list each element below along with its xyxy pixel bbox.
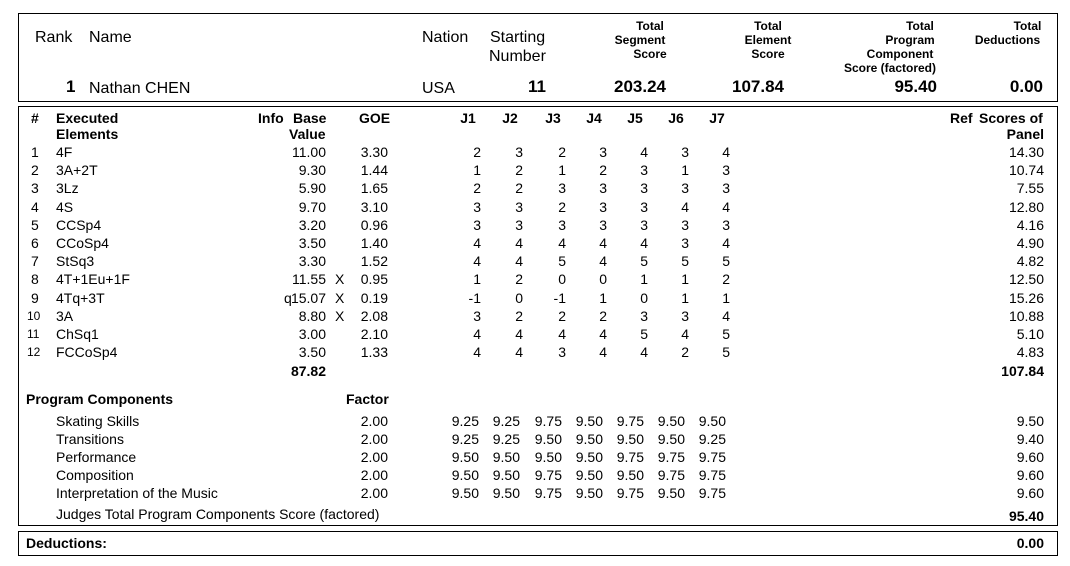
component-judge-j6: 9.50 <box>657 431 685 448</box>
component-judge-j1: 9.50 <box>451 467 479 484</box>
judge-mark-j4: 4 <box>599 235 607 251</box>
table-row <box>0 270 1050 288</box>
element-goe: 3.10 <box>360 198 388 215</box>
component-judge-j5: 9.75 <box>616 413 644 429</box>
judge-mark-j3: 2 <box>558 198 566 215</box>
pcs-total-label: Judges Total Program Components Score (factored) <box>56 506 380 522</box>
judge-mark-j6: 4 <box>681 198 689 215</box>
component-judge-j2: 9.50 <box>492 449 520 466</box>
component-score: 9.60 <box>1016 467 1044 484</box>
judge-mark-j4: 4 <box>599 344 607 361</box>
judge-mark-j2: 2 <box>515 162 523 179</box>
component-score: 9.60 <box>1016 449 1044 466</box>
col-base-label: Base <box>293 110 327 126</box>
judge-mark-j2: 4 <box>515 326 523 342</box>
judge-mark-j4: 2 <box>599 307 607 324</box>
component-judge-j2: 9.50 <box>492 485 520 502</box>
ded-label-2: Deductions <box>974 33 1041 47</box>
element-number: 12 <box>27 345 41 360</box>
base-value-total: 87.82 <box>290 363 326 379</box>
component-judge-j1: 9.25 <box>451 431 479 448</box>
judge-mark-j3: 3 <box>558 180 566 197</box>
element-number: 5 <box>31 216 39 233</box>
table-row <box>0 343 1050 361</box>
judge-mark-j5: 5 <box>640 326 648 342</box>
judge-mark-j3: 4 <box>558 326 566 342</box>
element-number: 6 <box>31 235 39 251</box>
judge-mark-j3: 4 <box>558 235 566 251</box>
col-goe-label: GOE <box>359 110 391 126</box>
judge-mark-j5: 4 <box>640 144 648 160</box>
element-panel-score: 10.74 <box>1008 162 1044 179</box>
component-judge-j5: 9.75 <box>616 449 644 466</box>
judge-mark-j2: 4 <box>515 344 523 361</box>
element-base-value: 9.70 <box>298 198 326 215</box>
component-judge-j7: 9.75 <box>698 449 726 466</box>
judge-mark-j4: 4 <box>599 326 607 342</box>
judge-mark-j5: 1 <box>640 271 648 288</box>
judge-mark-j5: 3 <box>640 180 648 197</box>
pcs-label-1: Total <box>906 19 934 33</box>
col-scores-of-label: Scores of <box>979 110 1043 126</box>
judge-mark-j4: 1 <box>599 289 607 306</box>
component-judge-j1: 9.50 <box>451 449 479 466</box>
ded-label-1: Total <box>1013 19 1042 33</box>
judge-mark-j1: 3 <box>473 198 481 215</box>
component-name: Transitions <box>56 431 124 448</box>
component-name: Skating Skills <box>56 413 140 429</box>
factor-label: Factor <box>346 391 389 407</box>
element-goe: 2.08 <box>360 307 388 324</box>
table-row <box>0 143 1050 161</box>
judge-mark-j7: 5 <box>722 253 730 270</box>
element-x-mark: X <box>335 307 345 324</box>
element-base-value: 5.90 <box>298 180 326 197</box>
rank-label: Rank <box>35 29 73 46</box>
component-factor: 2.00 <box>360 485 388 502</box>
judge-mark-j7: 4 <box>722 235 730 251</box>
judge-mark-j1: 3 <box>473 216 481 233</box>
pcs-label-2: Program <box>885 33 935 47</box>
element-goe: 0.96 <box>360 216 388 233</box>
element-x-mark: X <box>335 271 345 288</box>
component-judge-j1: 9.50 <box>451 485 479 502</box>
component-judge-j2: 9.50 <box>492 467 520 484</box>
component-name: Performance <box>56 449 137 466</box>
judge-mark-j1: 4 <box>473 235 481 251</box>
table-row <box>0 234 1050 252</box>
judge-mark-j2: 2 <box>515 180 523 197</box>
judge-mark-j2: 2 <box>515 271 523 288</box>
judge-mark-j6: 5 <box>681 253 689 270</box>
total-deductions: 0.00 <box>1009 77 1043 96</box>
judge-mark-j3: 1 <box>558 162 566 179</box>
judge-mark-j4: 3 <box>599 180 607 197</box>
judge-mark-j7: 1 <box>722 289 730 306</box>
judge-mark-j1: 4 <box>473 326 481 342</box>
component-judge-j5: 9.50 <box>616 467 644 484</box>
tes-label-3: Score <box>751 47 785 61</box>
judge-mark-j6: 3 <box>681 216 689 233</box>
judge-mark-j5: 3 <box>640 162 648 179</box>
judge-mark-j3: -1 <box>553 289 566 306</box>
component-judge-j7: 9.25 <box>698 431 726 448</box>
judge-mark-j1: 4 <box>473 344 481 361</box>
starting-label: Starting <box>490 29 546 46</box>
tes-label-1: Total <box>754 19 782 33</box>
judge-mark-j7: 5 <box>722 326 730 342</box>
element-base-value: 15.07 <box>290 289 326 306</box>
element-panel-score: 5.10 <box>1016 326 1044 342</box>
judge-mark-j6: 3 <box>681 307 689 324</box>
col-elements-label: Elements <box>56 126 119 142</box>
element-code: 3Lz <box>56 180 79 197</box>
component-judge-j4: 9.50 <box>575 485 603 502</box>
element-panel-score: 4.82 <box>1016 253 1044 270</box>
component-score: 9.50 <box>1016 413 1044 429</box>
judge-mark-j6: 2 <box>681 344 689 361</box>
component-factor: 2.00 <box>360 413 388 429</box>
element-base-value: 3.20 <box>298 216 326 233</box>
judge-mark-j1: 2 <box>473 144 481 160</box>
tss-label-3: Score <box>633 47 667 61</box>
judge-mark-j1: 2 <box>473 180 481 197</box>
judge-mark-j7: 4 <box>722 198 730 215</box>
col-value-label: Value <box>289 126 326 142</box>
total-pcs: 95.40 <box>894 77 937 96</box>
table-row <box>0 252 1050 270</box>
judge-mark-j5: 4 <box>640 344 648 361</box>
judge-mark-j4: 3 <box>599 198 607 215</box>
component-row <box>0 448 1050 466</box>
col-num-label: # <box>31 110 39 126</box>
element-base-value: 8.80 <box>298 307 326 324</box>
component-factor: 2.00 <box>360 449 388 466</box>
judge-mark-j4: 0 <box>599 271 607 288</box>
judge-mark-j6: 1 <box>681 271 689 288</box>
element-number: 3 <box>31 180 39 197</box>
judge-mark-j3: 3 <box>558 216 566 233</box>
element-panel-score: 10.88 <box>1008 307 1044 324</box>
judge-mark-j3: 2 <box>558 307 566 324</box>
judge-mark-j7: 2 <box>722 271 730 288</box>
col-j5-label: J5 <box>627 110 643 126</box>
starting-number: 11 <box>528 77 546 96</box>
element-base-value: 9.30 <box>298 162 326 179</box>
judge-mark-j4: 3 <box>599 216 607 233</box>
element-code: 3A <box>56 307 74 324</box>
judge-mark-j2: 3 <box>515 144 523 160</box>
col-j2-label: J2 <box>502 110 518 126</box>
element-panel-score: 4.90 <box>1016 235 1044 251</box>
element-number: 4 <box>31 198 39 215</box>
judge-mark-j6: 3 <box>681 144 689 160</box>
judge-mark-j5: 4 <box>640 235 648 251</box>
element-number: 9 <box>31 289 39 306</box>
col-j7-label: J7 <box>709 110 725 126</box>
judge-mark-j7: 4 <box>722 144 730 160</box>
table-row <box>0 307 1050 325</box>
table-row <box>0 198 1050 216</box>
element-base-value: 3.50 <box>298 235 326 251</box>
judge-mark-j5: 3 <box>640 307 648 324</box>
judge-mark-j1: 1 <box>473 162 481 179</box>
judge-mark-j2: 2 <box>515 307 523 324</box>
judge-mark-j1: 1 <box>473 271 481 288</box>
total-element-score: 107.84 <box>732 77 784 96</box>
skater-name: Nathan CHEN <box>89 80 191 97</box>
table-row <box>0 289 1050 307</box>
component-judge-j3: 9.75 <box>534 485 562 502</box>
element-goe: 0.19 <box>360 289 388 306</box>
component-judge-j4: 9.50 <box>575 431 603 448</box>
element-number: 7 <box>31 253 39 270</box>
judge-mark-j6: 1 <box>681 289 689 306</box>
col-j3-label: J3 <box>545 110 561 126</box>
judge-mark-j3: 3 <box>558 344 566 361</box>
judge-mark-j2: 0 <box>515 289 523 306</box>
component-judge-j4: 9.50 <box>575 449 603 466</box>
element-panel-score: 4.16 <box>1016 216 1044 233</box>
table-row <box>0 325 1050 343</box>
pcs-label-3: Component <box>866 47 934 61</box>
col-j4-label: J4 <box>586 110 602 126</box>
judge-mark-j7: 3 <box>722 180 730 197</box>
skater-nation: USA <box>422 80 455 97</box>
judge-mark-j3: 5 <box>558 253 566 270</box>
col-j6-label: J6 <box>668 110 684 126</box>
element-code: 4S <box>56 198 74 215</box>
judge-mark-j6: 1 <box>681 162 689 179</box>
element-code: StSq3 <box>56 253 95 270</box>
judge-mark-j1: 3 <box>473 307 481 324</box>
element-goe: 2.10 <box>360 326 388 342</box>
judge-mark-j2: 3 <box>515 198 523 215</box>
element-panel-score: 12.50 <box>1008 271 1044 288</box>
component-row <box>0 484 1050 502</box>
col-info-label: Info <box>258 110 284 126</box>
judge-mark-j6: 3 <box>681 180 689 197</box>
component-row <box>0 430 1050 448</box>
judge-mark-j3: 2 <box>558 144 566 160</box>
element-base-value: 3.30 <box>298 253 326 270</box>
component-judge-j6: 9.50 <box>657 413 685 429</box>
component-score: 9.60 <box>1016 485 1044 502</box>
element-goe: 1.52 <box>360 253 388 270</box>
elements-score-total: 107.84 <box>1001 363 1044 379</box>
component-name: Composition <box>56 467 134 484</box>
component-factor: 2.00 <box>360 431 388 448</box>
judge-mark-j7: 3 <box>722 216 730 233</box>
judge-mark-j1: -1 <box>468 289 481 306</box>
component-name: Interpretation of the Music <box>56 485 218 502</box>
judge-mark-j5: 0 <box>640 289 648 306</box>
element-code: CCoSp4 <box>56 235 109 251</box>
judge-mark-j2: 4 <box>515 253 523 270</box>
deductions-box <box>18 531 1058 556</box>
element-x-mark: X <box>335 289 345 306</box>
pcs-total-value: 95.40 <box>1008 508 1044 524</box>
component-judge-j2: 9.25 <box>492 413 520 429</box>
element-goe: 0.95 <box>360 271 388 288</box>
component-judge-j6: 9.75 <box>657 449 685 466</box>
element-panel-score: 12.80 <box>1008 198 1044 215</box>
component-judge-j5: 9.50 <box>616 431 644 448</box>
judge-mark-j4: 2 <box>599 162 607 179</box>
col-executed-label: Executed <box>56 110 119 126</box>
component-judge-j7: 9.75 <box>698 485 726 502</box>
judge-mark-j3: 0 <box>558 271 566 288</box>
element-base-value: 3.50 <box>298 344 326 361</box>
name-label: Name <box>89 29 132 46</box>
component-judge-j5: 9.75 <box>616 485 644 502</box>
component-factor: 2.00 <box>360 467 388 484</box>
element-number: 1 <box>31 144 39 160</box>
element-code: 4T+1Eu+1F <box>56 271 130 288</box>
component-judge-j4: 9.50 <box>575 467 603 484</box>
element-base-value: 3.00 <box>298 326 326 342</box>
program-components-title: Program Components <box>26 391 174 407</box>
element-code: 4Tq+3T <box>56 289 105 306</box>
judge-mark-j7: 3 <box>722 162 730 179</box>
judge-mark-j4: 3 <box>599 144 607 160</box>
judge-mark-j2: 4 <box>515 235 523 251</box>
element-goe: 1.40 <box>360 235 388 251</box>
col-j1-label: J1 <box>460 110 476 126</box>
table-row <box>0 161 1050 179</box>
pcs-label-4: Score (factored) <box>843 61 937 75</box>
element-number: 10 <box>27 308 41 323</box>
element-goe: 1.44 <box>360 162 388 179</box>
judge-mark-j7: 5 <box>722 344 730 361</box>
skater-rank: 1 <box>66 77 76 96</box>
element-panel-score: 15.26 <box>1008 289 1044 306</box>
total-segment-score: 203.24 <box>614 77 666 96</box>
judge-mark-j5: 3 <box>640 198 648 215</box>
number-label: Number <box>489 48 546 65</box>
component-judge-j6: 9.50 <box>657 485 685 502</box>
component-judge-j6: 9.75 <box>657 467 685 484</box>
component-judge-j1: 9.25 <box>451 413 479 429</box>
table-row <box>0 216 1050 234</box>
tss-label-2: Segment <box>614 33 666 47</box>
element-goe: 1.65 <box>360 180 388 197</box>
judge-mark-j4: 4 <box>599 253 607 270</box>
element-panel-score: 14.30 <box>1008 144 1044 160</box>
judge-mark-j5: 5 <box>640 253 648 270</box>
tes-label-2: Element <box>744 33 792 47</box>
element-goe: 3.30 <box>360 144 388 160</box>
col-panel-label: Panel <box>1006 126 1044 142</box>
element-base-value: 11.55 <box>292 271 326 288</box>
element-code: 3A+2T <box>56 162 98 179</box>
element-number: 11 <box>27 327 40 341</box>
component-judge-j7: 9.75 <box>698 467 726 484</box>
judge-mark-j2: 3 <box>515 216 523 233</box>
tss-label-1: Total <box>636 19 664 33</box>
element-goe: 1.33 <box>360 344 388 361</box>
element-number: 8 <box>31 271 39 288</box>
component-judge-j4: 9.50 <box>575 413 603 429</box>
component-row <box>0 412 1050 430</box>
table-row <box>0 179 1050 197</box>
nation-label: Nation <box>422 29 469 46</box>
judge-mark-j1: 4 <box>473 253 481 270</box>
element-number: 2 <box>31 162 39 179</box>
component-row <box>0 466 1050 484</box>
col-ref-label: Ref <box>950 110 973 126</box>
deductions-label: Deductions: <box>26 535 107 551</box>
judge-mark-j7: 4 <box>722 307 730 324</box>
judge-mark-j5: 3 <box>640 216 648 233</box>
element-panel-score: 4.83 <box>1016 344 1044 361</box>
element-code: 4F <box>56 144 73 160</box>
element-base-value: 11.00 <box>292 144 326 160</box>
component-judge-j2: 9.25 <box>492 431 520 448</box>
component-score: 9.40 <box>1016 431 1044 448</box>
component-judge-j3: 9.75 <box>534 467 562 484</box>
component-judge-j3: 9.50 <box>534 449 562 466</box>
element-code: CCSp4 <box>56 216 102 233</box>
deductions-value: 0.00 <box>1016 535 1044 551</box>
judge-mark-j6: 4 <box>681 326 689 342</box>
element-info: q <box>284 289 292 306</box>
component-judge-j7: 9.50 <box>698 413 726 429</box>
judge-mark-j6: 3 <box>681 235 689 251</box>
component-judge-j3: 9.75 <box>534 413 562 429</box>
element-code: FCCoSp4 <box>56 344 118 361</box>
element-panel-score: 7.55 <box>1016 180 1044 197</box>
element-code: ChSq1 <box>56 326 99 342</box>
component-judge-j3: 9.50 <box>534 431 562 448</box>
